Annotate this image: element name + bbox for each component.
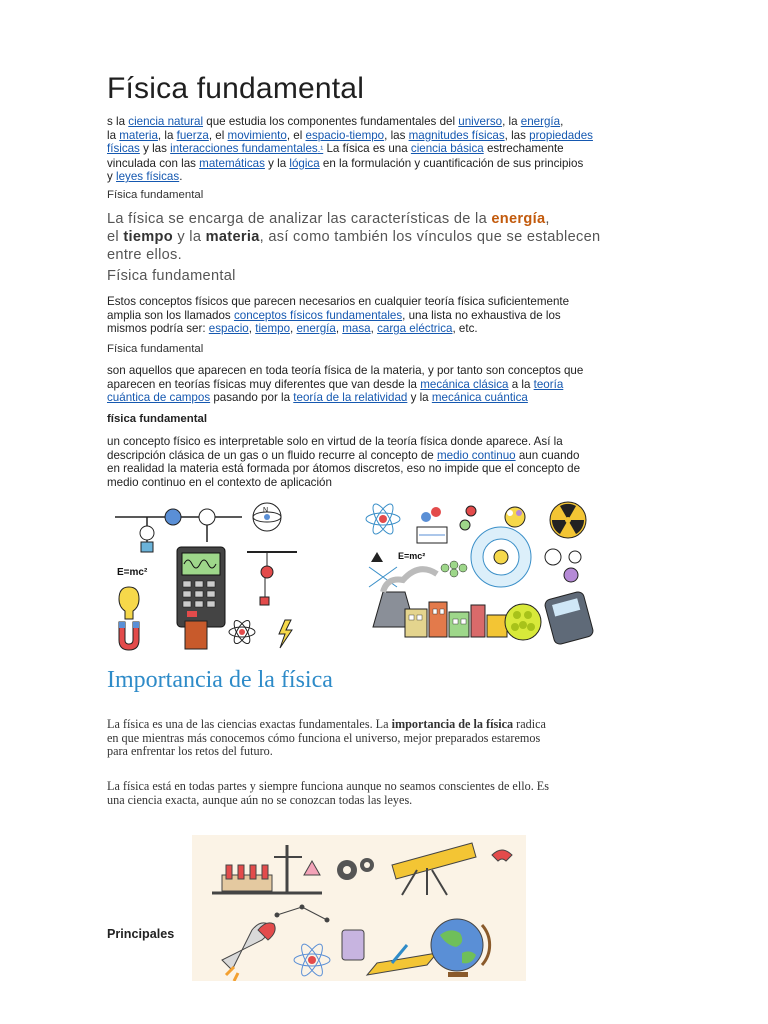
link-mecanica-clasica[interactable]: mecánica clásica	[420, 377, 509, 391]
link-matematicas[interactable]: matemáticas	[199, 156, 265, 170]
link-carga-electrica[interactable]: carga eléctrica	[377, 322, 453, 336]
physics-icons-illustration-right	[353, 497, 601, 652]
svg-text:N: N	[263, 507, 269, 514]
link-ciencia-natural[interactable]: ciencia natural	[128, 115, 204, 128]
caption-fisica-fundamental-4: física fundamental	[107, 413, 208, 425]
caption-fisica-fundamental-3: Física fundamental	[107, 343, 204, 355]
formula-emc2-left: E=mc²	[117, 567, 148, 578]
link-mecanica-cuantica[interactable]: mecánica cuántica	[431, 391, 528, 405]
energia-highlight: energía	[491, 211, 546, 227]
caption-fisica-fundamental-2: Física fundamental	[107, 268, 236, 284]
big-paragraph: La física se encarga de analizar las características de la energía, el tiempo y la materia, así como también los vínculos que se establecen entre ellos.	[107, 211, 601, 263]
physics-icons-illustration-left	[107, 497, 307, 652]
link-teoria[interactable]: teoría	[533, 377, 564, 391]
tiempo-bold: tiempo	[123, 229, 173, 245]
link-propiedades-fisicas[interactable]: físicas	[107, 142, 140, 156]
intro-paragraph	[107, 115, 667, 184]
link-propiedades[interactable]: propiedades	[529, 128, 593, 142]
materia-bold: materia	[205, 229, 260, 245]
link-interacciones-fundamentales[interactable]: interacciones fundamentales	[170, 142, 318, 156]
link-masa[interactable]: masa	[342, 322, 371, 336]
link-universo[interactable]: universo	[458, 115, 503, 128]
link-conceptos-fisicos-fundamentales[interactable]: conceptos físicos fundamentales	[233, 308, 403, 322]
conceptos-paragraph: Estos conceptos físicos que parecen necesarios en cualquier teoría física suficientemente amplia son los llamados conceptos físicos fundamentales, una lista no exhaustiva de los mismos podría ser: espacio, tiempo, energía, masa, carga eléctrica, etc.	[107, 295, 570, 336]
link-ciencia-basica[interactable]: ciencia básica	[410, 142, 484, 156]
intro-line-3: físicas y las interacciones fundamentales.¹ La física es una ciencia básica estrechamente	[107, 142, 564, 156]
link-energia[interactable]: energía	[520, 115, 561, 128]
link-espacio-tiempo[interactable]: espacio-tiempo	[305, 128, 385, 142]
physics-bottom-illustration	[192, 835, 526, 981]
link-cuantica-de-campos[interactable]: cuántica de campos	[107, 391, 211, 405]
intro-line-1: s la ciencia natural que estudia los componentes fundamentales del universo, la energía,	[107, 115, 564, 128]
link-magnitudes-fisicas[interactable]: magnitudes físicas	[408, 128, 505, 142]
link-teoria-relatividad[interactable]: teoría de la relatividad	[293, 391, 408, 405]
formula-emc2-right: E=mc²	[398, 551, 426, 561]
intro-line-2: la materia, la fuerza, el movimiento, el espacio-tiempo, las magnitudes físicas, las propiedades	[107, 128, 593, 142]
importancia-paragraph: La física es una de las ciencias exactas fundamentales. La importancia de la física radica en que mientras más conocemos cómo funciona el universo, mejor preparados estaremos para enfrentar los retos del futuro.	[107, 717, 546, 759]
intro-line-5: y leyes físicas.	[107, 170, 183, 184]
link-energia-2[interactable]: energía	[296, 322, 336, 336]
caption-fisica-fundamental-1: Física fundamental	[107, 189, 204, 201]
link-espacio[interactable]: espacio	[208, 322, 249, 336]
link-materia[interactable]: materia	[119, 128, 158, 142]
principales-label: Principales	[107, 927, 175, 941]
todas-partes-paragraph: La física está en todas partes y siempre funciona aunque no seamos conscientes de ello. Es una ciencia exacta, aunque aún no se conozcan todas las leyes.	[107, 779, 549, 807]
medio-continuo-paragraph: un concepto físico es interpretable solo en virtud de la teoría física donde aparece. Así la descripción clásica de un gas o un fluido recurre al concepto de medio continuo aun cuando en realidad la materia está formada por átomos discretos, eso no impide que el concepto de medio continuo en el contexto de aplicación	[107, 435, 581, 489]
importancia-bold: importancia de la física	[391, 717, 514, 731]
page-title: Física fundamental	[107, 72, 365, 105]
heading-importancia: Importancia de la física	[107, 667, 333, 693]
link-movimiento[interactable]: movimiento	[227, 128, 287, 142]
footnote-1[interactable]: .¹	[317, 144, 324, 155]
intro-line-4: vinculada con las matemáticas y la lógica en la formulación y cuantificación de sus principios	[107, 156, 584, 170]
link-tiempo[interactable]: tiempo	[255, 322, 291, 336]
link-medio-continuo[interactable]: medio continuo	[436, 448, 516, 462]
link-logica[interactable]: lógica	[289, 156, 320, 170]
link-fuerza[interactable]: fuerza	[176, 128, 209, 142]
link-leyes-fisicas[interactable]: leyes físicas	[116, 170, 180, 184]
teorias-paragraph: son aquellos que aparecen en toda teoría física de la materia, y por tanto son conceptos que aparecen en teorías físicas muy diferentes que van desde la mecánica clásica a la teoría cuántica de campos pasando por la teoría de la relatividad y la mecánica cuántica	[107, 364, 584, 405]
